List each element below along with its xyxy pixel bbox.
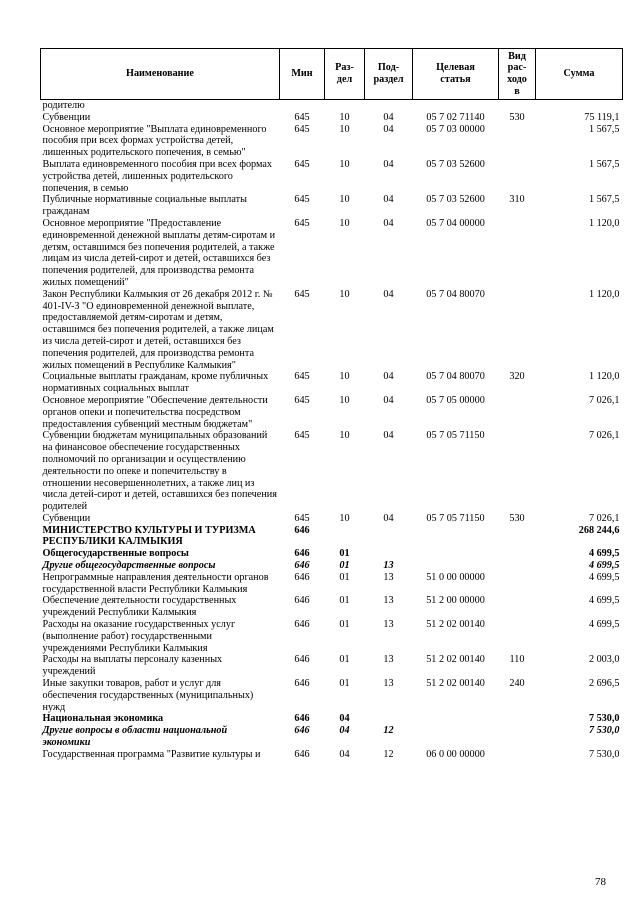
table-row (41, 678, 623, 713)
document-page (40, 48, 622, 761)
row-ministry: 645 (294, 158, 310, 170)
header-ministry: Мин (280, 49, 325, 100)
row-expense-type (499, 159, 536, 194)
row-amount: 1 120,0 (588, 288, 620, 300)
row-name: МИНИСТЕРСТВО КУЛЬТУРЫ И ТУРИЗМА РЕСПУБЛИКИ КАЛМЫКИЯ (42, 524, 256, 548)
row-amount: 75 119,1 (584, 111, 620, 123)
row-subsection: 04 (383, 217, 394, 229)
row-target-article (413, 560, 499, 572)
row-name: Основное мероприятие "Предоставление единовременной денежной выплаты детям-сиротам и детям, оставшимся без попечения родителей, а также лицам из числа детей-сирот и детей, оставшихся без попечения родителей, для производства ремонта жилых помещений" (42, 217, 276, 288)
row-target-article (413, 100, 499, 112)
row-expense-type (499, 100, 536, 112)
row-target-article: 06 0 00 00000 (426, 748, 485, 760)
header-expense-type: Вид рас- ходо в (499, 49, 536, 100)
row-ministry: 645 (294, 394, 310, 406)
row-amount: 7 026,1 (588, 394, 620, 406)
row-expense-type (499, 713, 536, 725)
row-section: 10 (339, 123, 350, 135)
row-amount: 4 699,5 (588, 595, 620, 607)
table-row (41, 159, 623, 194)
row-section (325, 525, 365, 549)
table-row (41, 595, 623, 619)
row-section: 10 (339, 217, 350, 229)
table-row (41, 619, 623, 654)
row-name: Расходы на выплаты персоналу казенных учреждений (42, 654, 223, 678)
row-target-article: 51 2 00 00000 (426, 595, 485, 607)
row-ministry: 646 (294, 560, 310, 572)
row-ministry: 645 (294, 111, 310, 123)
row-amount: 268 244,6 (578, 524, 620, 536)
row-name: родителю (42, 100, 85, 111)
row-target-article: 51 2 02 00140 (426, 619, 485, 631)
row-amount: 7 530,0 (588, 725, 620, 737)
row-target-article: 51 0 00 00000 (426, 571, 485, 583)
row-name: Закон Республики Калмыкия от 26 декабря 2012 г. № 401-IV-З "О единовременной денежной выплате, предоставляемой детям-сиротам и детям, оставшимся без попечения родителей, а также лицам из числа детей-сирот и детей, оставшихся без попечения родителей, для производства ремонта жилых помещений в Республике Калмыкия" (42, 288, 274, 371)
row-ministry: 646 (294, 595, 310, 607)
row-section: 04 (339, 748, 350, 760)
row-subsection (365, 548, 413, 560)
row-amount: 2 003,0 (588, 654, 620, 666)
row-subsection: 04 (383, 123, 394, 135)
row-amount: 1 120,0 (588, 217, 620, 229)
row-expense-type (499, 572, 536, 596)
table-row (41, 572, 623, 596)
row-target-article: 51 2 02 00140 (426, 654, 485, 666)
row-section: 10 (339, 394, 350, 406)
row-section: 10 (339, 194, 350, 206)
row-section: 04 (339, 713, 350, 725)
page-number: 78 (595, 876, 606, 888)
row-name: Иные закупки товаров, работ и услуг для обеспечения государственных (муниципальных) нужд (42, 678, 254, 713)
row-subsection: 13 (383, 571, 394, 583)
row-ministry: 646 (294, 725, 310, 737)
table-row (41, 100, 623, 112)
row-ministry: 645 (294, 430, 310, 442)
row-section: 01 (339, 654, 350, 666)
row-name: Расходы на оказание государственных услуг (выполнение работ) государственными учреждениями Республики Калмыкия (42, 619, 236, 654)
row-section: 10 (339, 111, 350, 123)
header-section: Раз- дел (325, 49, 365, 100)
row-subsection: 04 (383, 371, 394, 383)
row-ministry: 645 (294, 288, 310, 300)
row-name: Непрограммные направления деятельности органов государственной власти Республики Калмыкия (42, 571, 269, 595)
row-expense-type: 530 (509, 512, 525, 524)
table-body (41, 100, 623, 761)
row-section: 01 (339, 548, 350, 560)
table-row (41, 525, 623, 549)
table-row (41, 713, 623, 725)
row-section: 10 (339, 430, 350, 442)
row-amount: 4 699,5 (588, 548, 620, 560)
row-ministry: 645 (294, 217, 310, 229)
row-expense-type (499, 619, 536, 654)
row-amount: 7 026,1 (588, 430, 620, 442)
row-subsection: 13 (383, 560, 394, 572)
row-name: Национальная экономика (42, 713, 164, 725)
table-header (41, 49, 623, 100)
row-name: Субвенции (42, 111, 91, 123)
row-subsection (365, 100, 413, 112)
row-expense-type: 110 (509, 654, 525, 666)
table-row (41, 548, 623, 560)
row-ministry: 645 (294, 194, 310, 206)
row-section: 01 (339, 619, 350, 631)
row-target-article: 05 7 05 00000 (426, 394, 485, 406)
row-subsection (365, 525, 413, 549)
table-row (41, 124, 623, 159)
header-amount: Сумма (536, 49, 623, 100)
row-amount: 1 567,5 (588, 158, 620, 170)
row-target-article (413, 725, 499, 749)
row-subsection: 12 (383, 748, 394, 760)
header-subsection: Под- раздел (365, 49, 413, 100)
row-section: 10 (339, 288, 350, 300)
row-amount: 4 699,5 (588, 560, 620, 572)
row-target-article: 05 7 03 00000 (426, 123, 485, 135)
row-name: Другие вопросы в области национальной экономики (42, 725, 228, 749)
row-amount (536, 100, 623, 112)
row-name: Выплата единовременного пособия при всех формах устройства детей, лишенных родительского попечения, в семью (42, 158, 272, 194)
row-amount: 7 530,0 (588, 748, 620, 760)
row-name: Публичные нормативные социальные выплаты гражданам (42, 194, 247, 218)
row-ministry: 646 (294, 571, 310, 583)
table-row (41, 560, 623, 572)
row-ministry (280, 100, 325, 112)
row-ministry: 646 (294, 748, 310, 760)
row-ministry: 645 (294, 123, 310, 135)
row-section: 10 (339, 158, 350, 170)
row-ministry: 645 (294, 512, 310, 524)
row-amount: 2 696,5 (588, 678, 620, 690)
row-expense-type: 530 (509, 111, 525, 123)
row-expense-type: 240 (509, 678, 525, 690)
row-section: 01 (339, 560, 350, 572)
row-name: Социальные выплаты гражданам, кроме публичных нормативных социальных выплат (42, 371, 269, 395)
row-section: 10 (339, 371, 350, 383)
row-name: Субвенции бюджетам муниципальных образований на финансовое обеспечение государственных полномочий по организации и осуществлению деятельности по опеке и попечительству в отношении несовершеннолетних, а также лиц из числа детей-сирот и детей, оставшихся без попечения родителей (42, 430, 277, 513)
header-target-article: Целевая статья (413, 49, 499, 100)
row-target-article: 05 7 04 00000 (426, 217, 485, 229)
row-name: Основное мероприятие "Выплата единовременного пособия при всех формах устройства детей, лишенных родительского попечения, в семью" (42, 123, 267, 159)
row-section: 01 (339, 595, 350, 607)
table-row (41, 112, 623, 124)
row-target-article: 05 7 04 80070 (426, 288, 485, 300)
row-subsection: 13 (383, 619, 394, 631)
row-amount: 1 120,0 (588, 371, 620, 383)
row-name: Общегосударственные вопросы (42, 548, 189, 560)
row-expense-type (499, 595, 536, 619)
row-ministry: 646 (294, 713, 310, 725)
row-expense-type (499, 395, 536, 430)
table-row (41, 654, 623, 678)
row-subsection: 04 (383, 194, 394, 206)
table-row (41, 194, 623, 218)
row-subsection: 04 (383, 111, 394, 123)
row-ministry: 645 (294, 371, 310, 383)
row-expense-type (499, 430, 536, 513)
row-expense-type (499, 548, 536, 560)
row-expense-type (499, 289, 536, 372)
row-name: Основное мероприятие "Обеспечение деятельности органов опеки и попечительства посредством предоставления субвенций местным бюджетам" (42, 394, 268, 430)
row-subsection: 12 (383, 725, 394, 737)
table-row (41, 513, 623, 525)
header-name: Наименование (41, 49, 280, 100)
row-amount: 7 530,0 (588, 713, 620, 725)
row-name: Субвенции (42, 512, 91, 524)
row-expense-type: 310 (509, 194, 525, 206)
row-section: 10 (339, 512, 350, 524)
row-name: Другие общегосударственные вопросы (42, 560, 216, 572)
row-subsection (365, 713, 413, 725)
row-subsection: 04 (383, 512, 394, 524)
row-expense-type (499, 725, 536, 749)
row-expense-type (499, 749, 536, 761)
row-subsection: 04 (383, 430, 394, 442)
row-amount: 4 699,5 (588, 619, 620, 631)
row-subsection: 13 (383, 678, 394, 690)
row-section: 04 (339, 725, 350, 737)
table-row (41, 430, 623, 513)
row-subsection: 13 (383, 595, 394, 607)
row-amount: 7 026,1 (588, 512, 620, 524)
budget-table (40, 48, 623, 761)
row-target-article (413, 713, 499, 725)
table-row (41, 371, 623, 395)
row-name: Обеспечение деятельности государственных учреждений Республики Калмыкия (42, 595, 237, 619)
row-section (325, 100, 365, 112)
row-ministry: 646 (294, 619, 310, 631)
row-amount: 1 567,5 (588, 123, 620, 135)
row-expense-type (499, 525, 536, 549)
row-section: 01 (339, 678, 350, 690)
row-target-article: 05 7 03 52600 (426, 158, 485, 170)
row-name: Государственная программа "Развитие культуры и (42, 748, 261, 760)
row-ministry: 646 (294, 678, 310, 690)
row-subsection: 13 (383, 654, 394, 666)
table-row (41, 289, 623, 372)
row-section: 01 (339, 571, 350, 583)
row-ministry: 646 (294, 524, 310, 536)
table-row (41, 395, 623, 430)
row-expense-type (499, 560, 536, 572)
row-target-article: 05 7 03 52600 (426, 194, 485, 206)
table-row (41, 218, 623, 289)
row-target-article: 05 7 05 71150 (426, 430, 485, 442)
row-ministry: 646 (294, 654, 310, 666)
row-ministry: 646 (294, 548, 310, 560)
row-target-article: 51 2 02 00140 (426, 678, 485, 690)
row-target-article: 05 7 05 71150 (426, 512, 485, 524)
row-target-article: 05 7 02 71140 (426, 111, 485, 123)
table-row (41, 749, 623, 761)
row-expense-type (499, 124, 536, 159)
row-amount: 4 699,5 (588, 571, 620, 583)
row-subsection: 04 (383, 158, 394, 170)
table-row (41, 725, 623, 749)
row-expense-type (499, 218, 536, 289)
row-target-article (413, 525, 499, 549)
row-subsection: 04 (383, 288, 394, 300)
row-subsection: 04 (383, 394, 394, 406)
row-expense-type: 320 (509, 371, 525, 383)
row-amount: 1 567,5 (588, 194, 620, 206)
row-target-article (413, 548, 499, 560)
row-target-article: 05 7 04 80070 (426, 371, 485, 383)
